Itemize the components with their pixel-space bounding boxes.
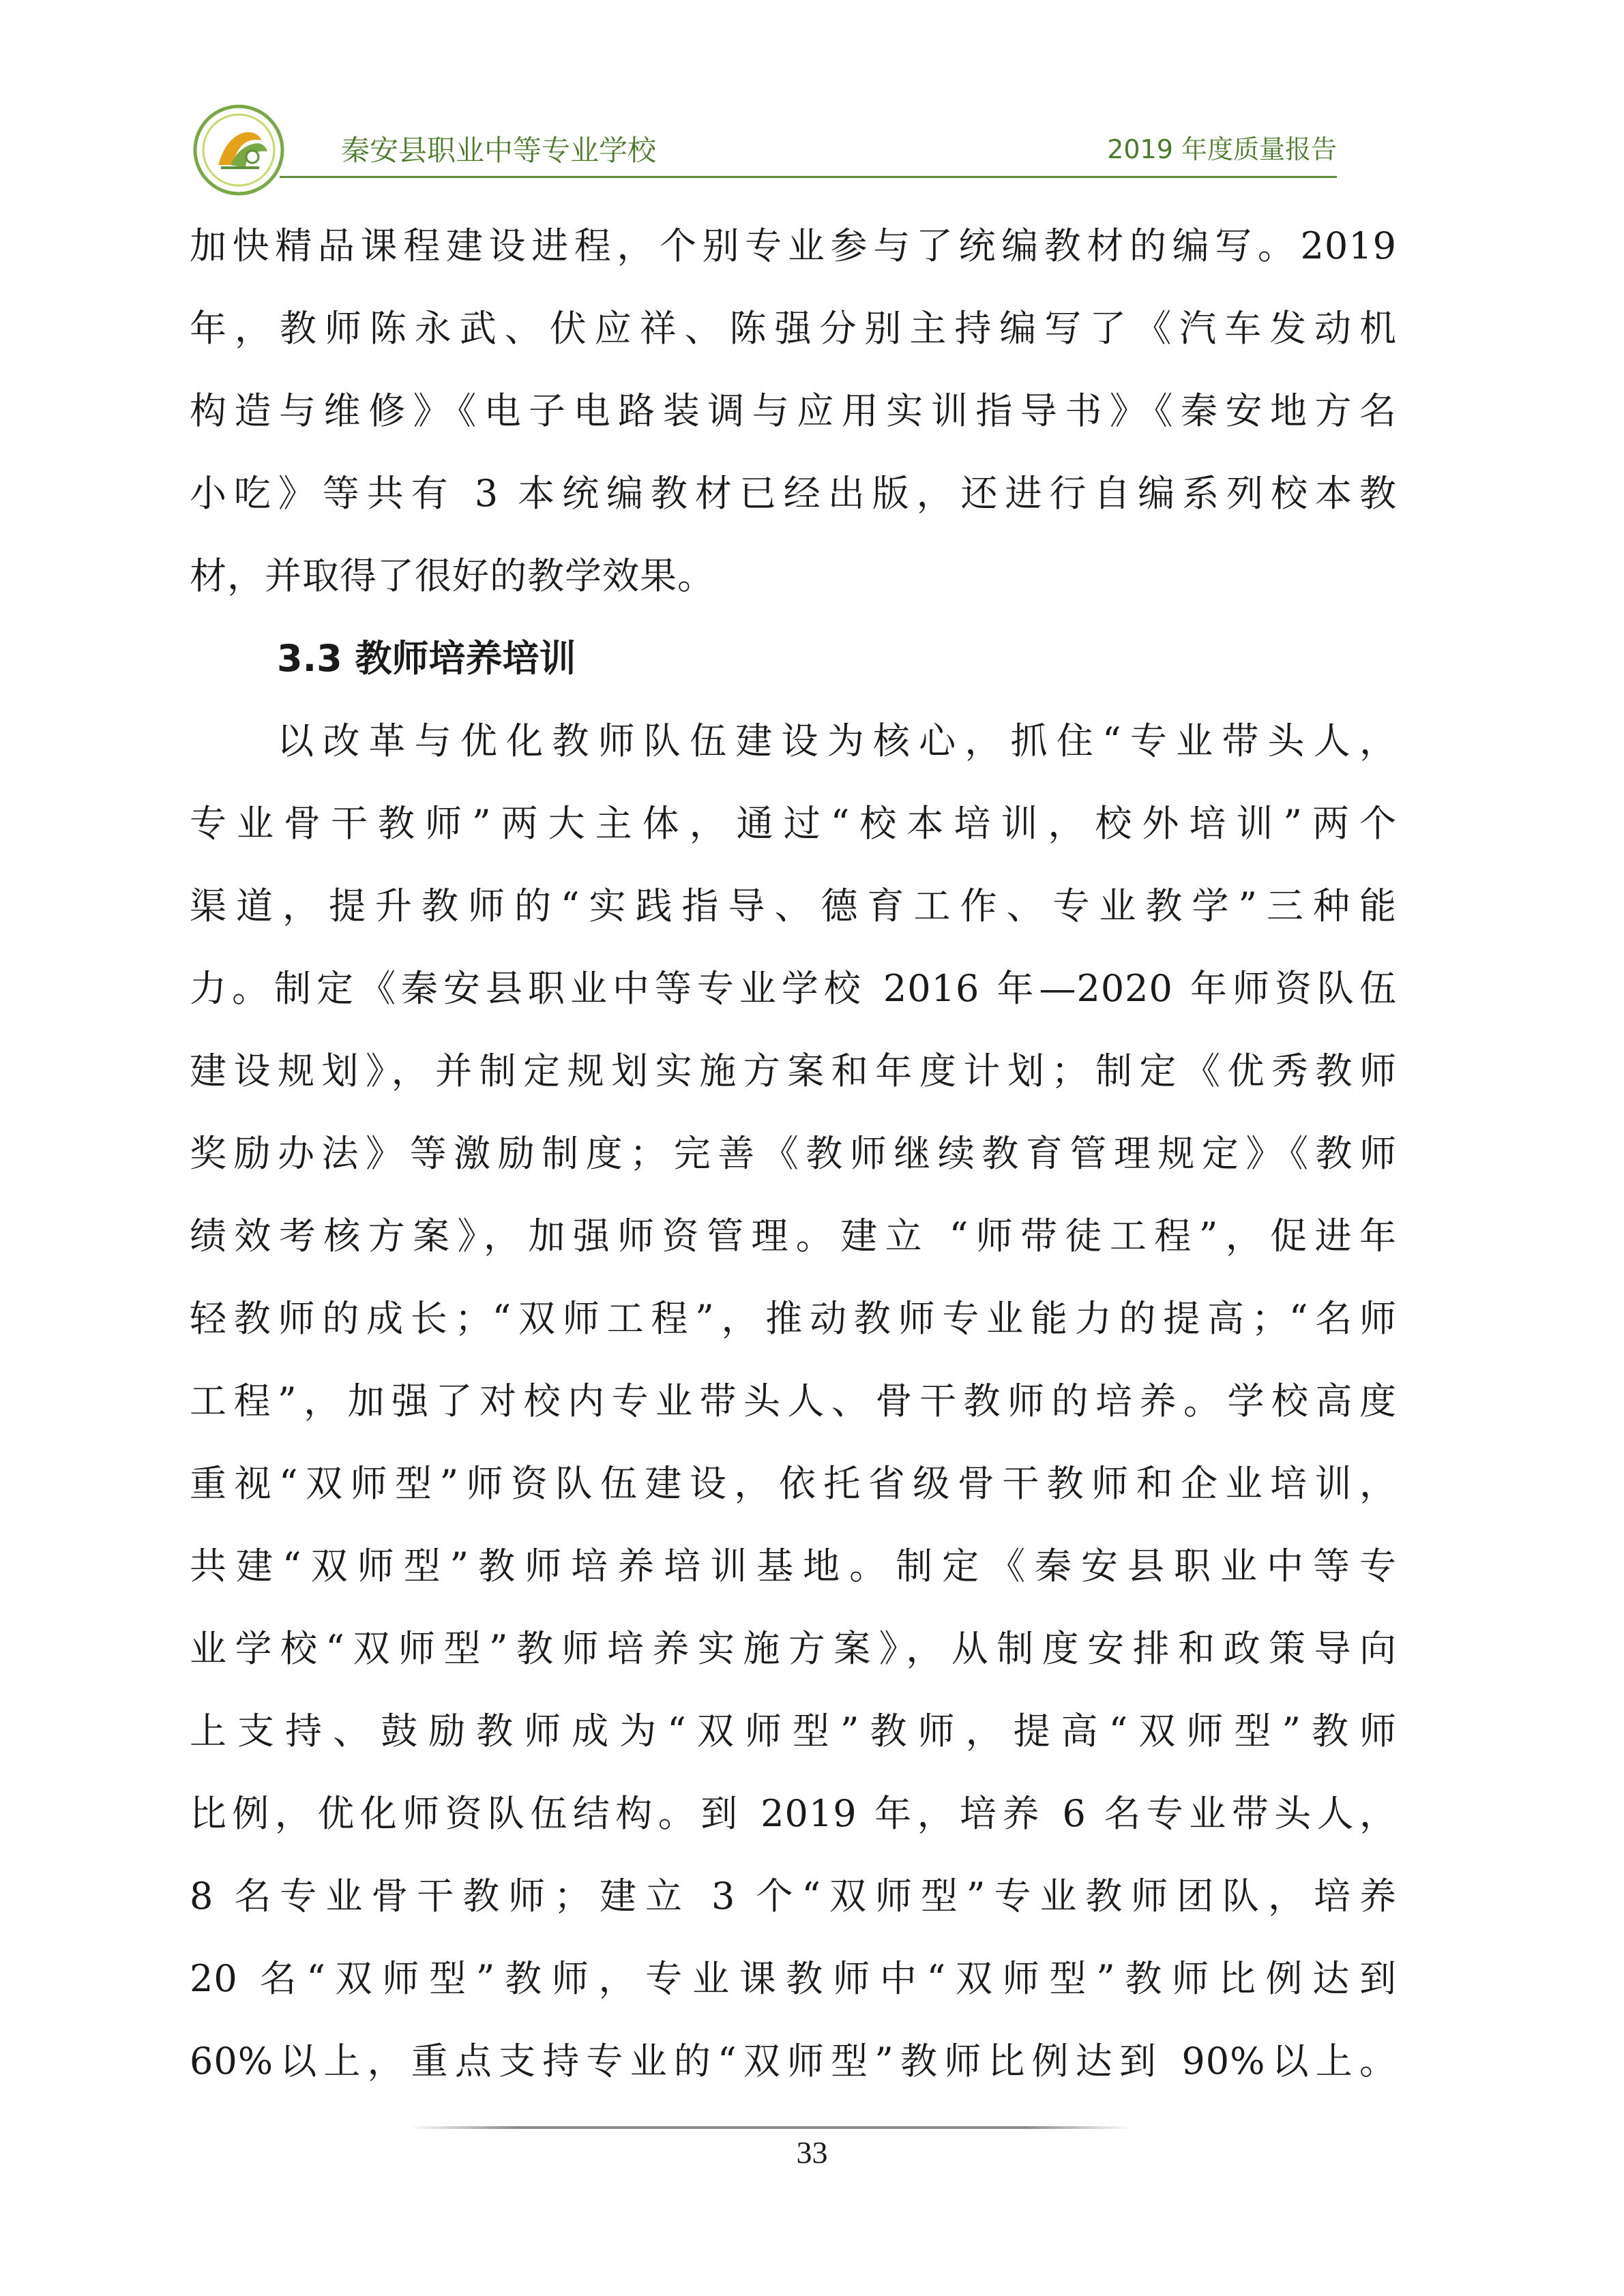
text-line: 重视“双师型”师资队伍建设，依托省级骨干教师和企业培训， (190, 1462, 1397, 1505)
document-body (190, 205, 1397, 2102)
page-number: 33 (796, 2135, 828, 2170)
report-title: 2019 年度质量报告 (1107, 134, 1337, 164)
section-heading: 3.3 教师培养培训 (277, 637, 576, 680)
text-line: 年，教师陈永武、伏应祥、陈强分别主持编写了《汽车发动机 (190, 307, 1397, 350)
text-line: 上支持、鼓励教师成为“双师型”教师，提高“双师型”教师 (190, 1710, 1397, 1753)
text-line: 业学校“双师型”教师培养实施方案》，从制度安排和政策导向 (190, 1627, 1397, 1670)
school-name: 秦安县职业中等专业学校 (341, 134, 657, 167)
text-line: 比例，优化师资队伍结构。到 2019 年，培养 6 名专业带头人， (190, 1792, 1397, 1835)
text-line: 8 名专业骨干教师；建立 3 个“双师型”专业教师团队，培养 (190, 1875, 1397, 1918)
footer-divider (409, 2126, 1132, 2129)
text-line: 轻教师的成长；“双师工程”，推动教师专业能力的提高；“名师 (190, 1297, 1397, 1340)
text-line: 小吃》等共有 3 本统编教材已经出版，还进行自编系列校本教 (190, 472, 1397, 515)
text-line: 60%以上，重点支持专业的“双师型”教师比例达到 90%以上。 (190, 2040, 1397, 2083)
text-line: 奖励办法》等激励制度；完善《教师继续教育管理规定》《教师 (190, 1132, 1397, 1175)
text-line: 构造与维修》《电子电路装调与应用实训指导书》《秦安地方名 (190, 389, 1397, 432)
text-line: 20 名“双师型”教师，专业课教师中“双师型”教师比例达到 (190, 1957, 1397, 2000)
text-line: 共建“双师型”教师培养培训基地。制定《秦安县职业中等专 (190, 1545, 1397, 1587)
page-header (191, 102, 1337, 184)
text-line: 绩效考核方案》，加强师资管理。建立 “师带徒工程”，促进年 (190, 1214, 1397, 1257)
text-line: 工程”，加强了对校内专业带头人、骨干教师的培养。学校高度 (190, 1380, 1397, 1422)
school-emblem-icon (191, 102, 286, 198)
text-line: 以改革与优化教师队伍建设为核心，抓住“专业带头人， (277, 719, 1397, 762)
header-divider (280, 176, 1337, 178)
text-line: 加快精品课程建设进程，个别专业参与了统编教材的编写。2019 (190, 224, 1397, 267)
text-line: 力。制定《秦安县职业中等专业学校 2016 年—2020 年师资队伍 (190, 967, 1397, 1010)
text-line: 材，并取得了很好的教学效果。 (190, 554, 715, 597)
text-line: 建设规划》，并制定规划实施方案和年度计划；制定《优秀教师 (190, 1049, 1397, 1092)
text-line: 渠道，提升教师的“实践指导、德育工作、专业教学”三种能 (190, 884, 1397, 927)
text-line: 专业骨干教师”两大主体，通过“校本培训，校外培训”两个 (190, 802, 1397, 845)
